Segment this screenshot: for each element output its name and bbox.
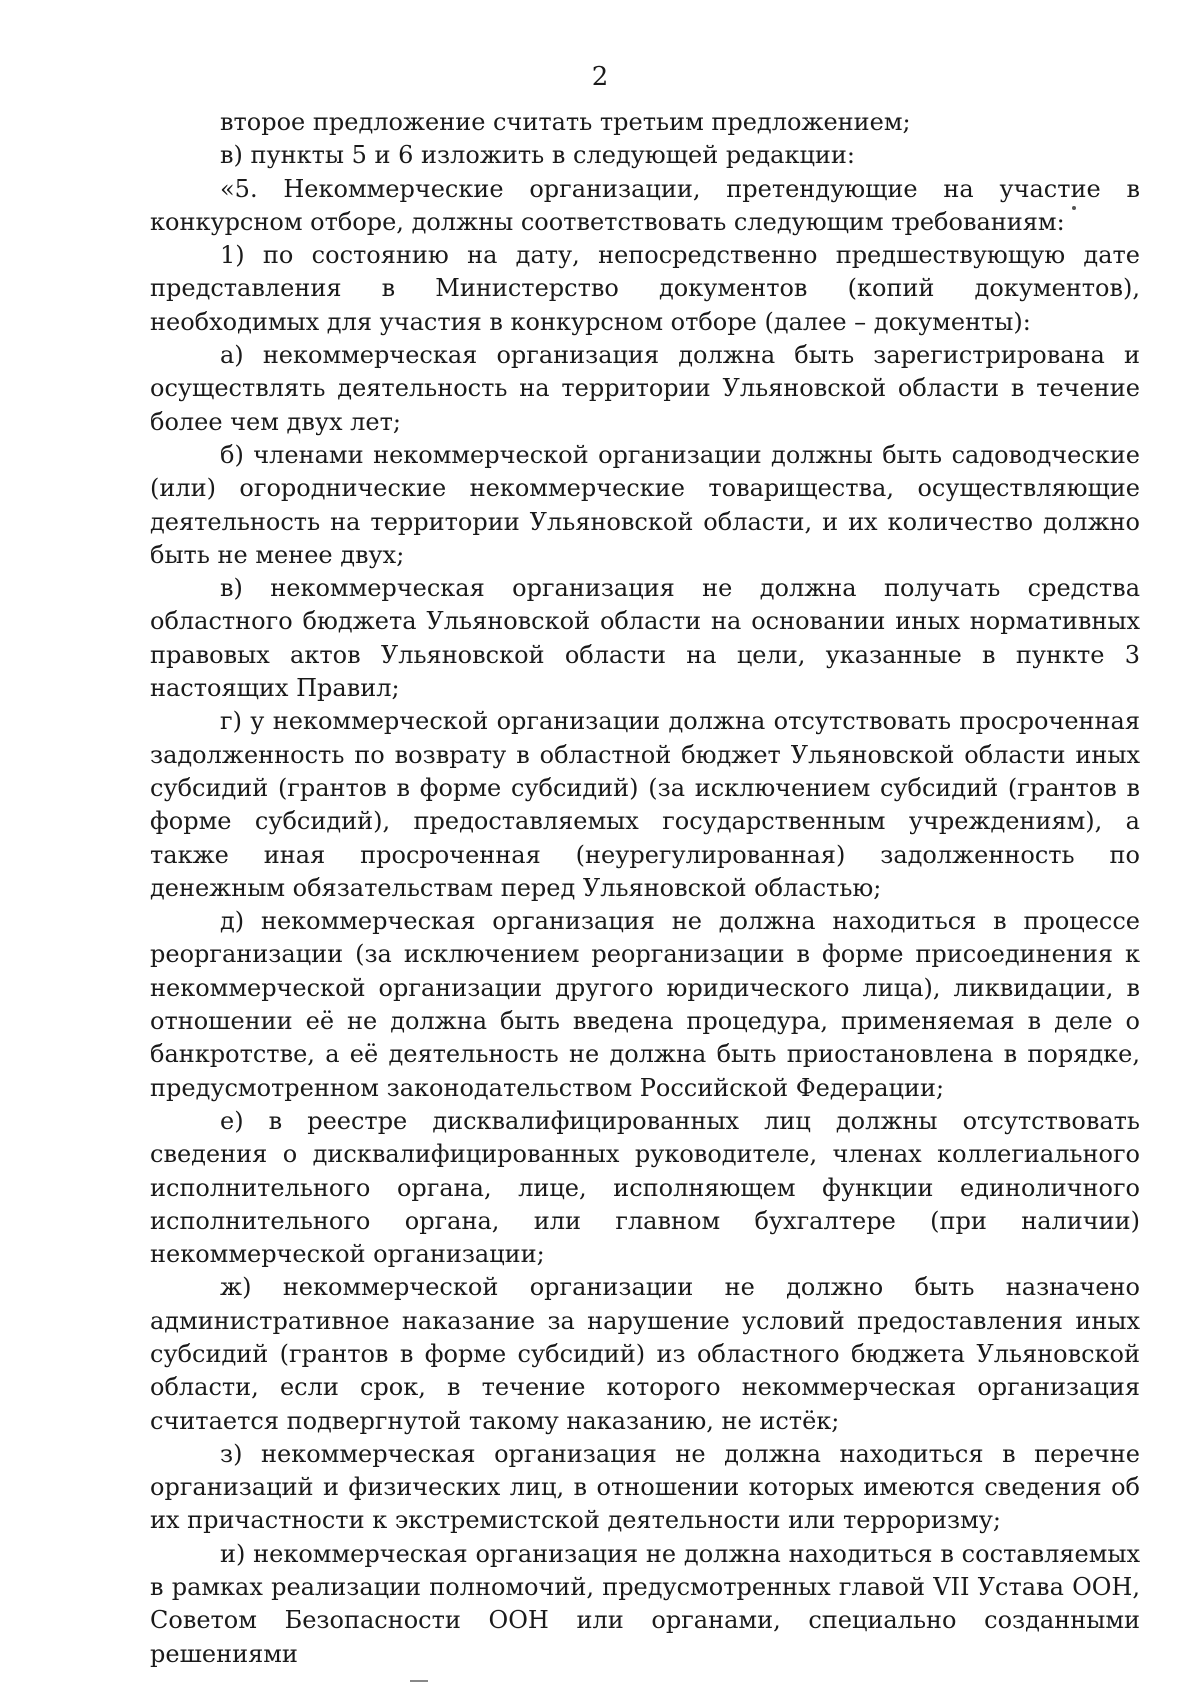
paragraph-clause-b-members: б) членами некоммерческой организации должны быть садоводческие (или) огороднические некоммерческие товарищества, осуществляющие деятельность на территории Ульяновской области, и их количество должно быть не менее двух; [150,440,1140,569]
paragraph-clause-i-un-lists: и) некоммерческая организация не должна находиться в составляемых в рамках реализации полномочий, предусмотренных главой VII Устава ООН, Советом Безопасности ООН или органами, специально созданными решениями [150,1539,1140,1668]
paragraph-sentence-renumbering: второе предложение считать третьим предложением; [220,108,911,136]
paragraph-points-5-6-amendment: в) пункты 5 и 6 изложить в следующей редакции: [220,141,856,170]
scan-artifact-mark [410,1680,428,1682]
paragraph-clause-e-disqualified: е) в реестре дисквалифицированных лиц должны отсутствовать сведения о дисквалифицированных руководителе, членах коллегиального исполнительного органа, лице, исполняющем функции единоличного исполнительного органа, или главном бухгалтере (при наличии) некоммерческой организации; [150,1106,1140,1269]
paragraph-item-5-requirements: «5. Некоммерческие организации, претендующие на участие в конкурсном отборе, должны соответствовать следующим требованиям: [150,174,1140,236]
paragraph-clause-d-reorganization: д) некоммерческая организация не должна находиться в процессе реорганизации (за исключением реорганизации в форме присоединения к некоммерческой организации другого юридического лица), ликвидации, в отношении её не должна быть введена процедура, применяемая в деле о банкротстве, а её деятельность не должна быть приостановлена в порядке, предусмотренном законодательством Российской Федерации; [150,907,1140,1102]
scan-speck [1072,206,1076,210]
paragraph-clause-v-funding: в) некоммерческая организация не должна получать средства областного бюджета Ульяновской области на основании иных нормативных правовых актов Ульяновской области на цели, указанные в пункте 3 настоящих Правил; [150,574,1140,703]
page-number: 2 [591,62,609,92]
paragraph-clause-z-extremism: з) некоммерческая организация не должна находиться в перечне организаций и физических лиц, в отношении которых имеются сведения об их причастности к экстремистской деятельности или терроризму; [150,1439,1140,1535]
paragraph-clause-g-debt: г) у некоммерческой организации должна отсутствовать просроченная задолженность по возврату в областной бюджет Ульяновской области иных субсидий (грантов в форме субсидий) (за исключением субсидий (грантов в форме субсидий), предоставляемых государственным учреждениям), а также иная просроченная (неурегулированная) задолженность по денежным обязательствам перед Ульяновской областью; [150,707,1140,902]
paragraph-clause-zh-penalty: ж) некоммерческой организации не должно быть назначено административное наказание за нарушение условий предоставления иных субсидий (грантов в форме субсидий) из областного бюджета Ульяновской области, если срок, в течение которого некоммерческая организация считается подвергнутой такому наказанию, не истёк; [150,1273,1140,1435]
document-body [150,106,1140,1671]
paragraph-subitem-1-date: 1) по состоянию на дату, непосредственно предшествующую дате представления в Министерство документов (копий документов), необходимых для участия в конкурсном отборе (далее – документы): [150,241,1140,336]
paragraph-clause-a-registration: а) некоммерческая организация должна быть зарегистрирована и осуществлять деятельность на территории Ульяновской области в течение более чем двух лет; [150,341,1140,436]
